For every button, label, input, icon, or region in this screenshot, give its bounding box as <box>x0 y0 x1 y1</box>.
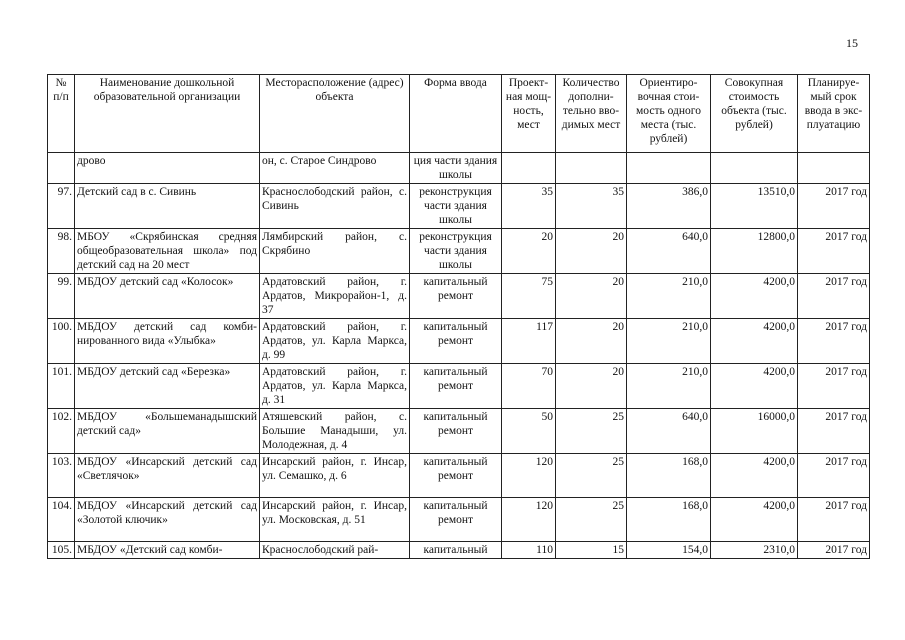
page-number: 15 <box>846 36 858 50</box>
row-cost: 168,0 <box>627 498 711 542</box>
row-address: Ардатовский район, г. Ардатов, ул. Карла Маркса, д. 31 <box>260 364 410 409</box>
header-row <box>48 75 870 153</box>
row-form: капитальный <box>410 542 502 559</box>
row-year: 2017 год <box>798 274 870 319</box>
row-added-places: 20 <box>556 364 627 409</box>
row-num: 100. <box>48 319 75 364</box>
row-num <box>48 153 75 184</box>
row-added-places: 20 <box>556 319 627 364</box>
row-cost <box>627 153 711 184</box>
header-form: Форма ввода <box>410 75 502 153</box>
row-capacity: 35 <box>502 184 556 229</box>
row-name: МБДОУ детский сад «Колосок» <box>75 274 260 319</box>
row-form: капитальный ремонт <box>410 498 502 542</box>
row-total: 4200,0 <box>711 319 798 364</box>
header-capacity: Проектная мощность, мест <box>502 75 556 153</box>
table-row <box>48 364 870 409</box>
table-row <box>48 229 870 274</box>
row-cost: 168,0 <box>627 454 711 498</box>
row-address: он, с. Старое Синдрово <box>260 153 410 184</box>
table-row <box>48 498 870 542</box>
row-year: 2017 год <box>798 229 870 274</box>
row-num: 101. <box>48 364 75 409</box>
row-name: Детский сад в с. Сивинь <box>75 184 260 229</box>
row-year: 2017 год <box>798 542 870 559</box>
row-name: МБДОУ «Инсарский детский сад «Светлячок» <box>75 454 260 498</box>
row-form: капитальный ремонт <box>410 454 502 498</box>
row-capacity: 110 <box>502 542 556 559</box>
row-capacity: 20 <box>502 229 556 274</box>
row-total: 4200,0 <box>711 498 798 542</box>
header-cost-per-place: Ориентировочная стоимость одного места (тыс. рублей) <box>627 75 711 153</box>
row-form: капитальный ремонт <box>410 364 502 409</box>
row-cost: 210,0 <box>627 364 711 409</box>
row-num: 99. <box>48 274 75 319</box>
row-year: 2017 год <box>798 409 870 454</box>
table-row <box>48 319 870 364</box>
row-address: Атяшевский район, с. Большие Манадыши, ул. Молодежная, д. 4 <box>260 409 410 454</box>
row-num: 97. <box>48 184 75 229</box>
row-cost: 386,0 <box>627 184 711 229</box>
header-year: Планируемый срок ввода в эксплуатацию <box>798 75 870 153</box>
row-cost: 154,0 <box>627 542 711 559</box>
row-capacity: 70 <box>502 364 556 409</box>
row-num: 104. <box>48 498 75 542</box>
row-name: МБОУ «Скрябинская средняя общеобразовательная школа» под детский сад на 20 мест <box>75 229 260 274</box>
table-row <box>48 184 870 229</box>
row-cost: 640,0 <box>627 229 711 274</box>
row-address: Ардатовский район, г. Ардатов, ул. Карла Маркса, д. 99 <box>260 319 410 364</box>
row-added-places: 35 <box>556 184 627 229</box>
row-added-places: 25 <box>556 498 627 542</box>
row-added-places <box>556 153 627 184</box>
table-row <box>48 274 870 319</box>
row-added-places: 20 <box>556 229 627 274</box>
row-year: 2017 год <box>798 454 870 498</box>
row-total: 2310,0 <box>711 542 798 559</box>
table-row <box>48 409 870 454</box>
row-total <box>711 153 798 184</box>
row-cost: 640,0 <box>627 409 711 454</box>
row-form: капитальный ремонт <box>410 409 502 454</box>
row-address: Ардатовский район, г. Ардатов, Микрорайон-1, д. 37 <box>260 274 410 319</box>
header-name: Наименование дошкольной образовательной организации <box>75 75 260 153</box>
row-total: 4200,0 <box>711 274 798 319</box>
row-cost: 210,0 <box>627 274 711 319</box>
table-row <box>48 153 870 184</box>
row-year <box>798 153 870 184</box>
row-address: Инсарский район, г. Инсар, ул. Московская, д. 51 <box>260 498 410 542</box>
row-year: 2017 год <box>798 498 870 542</box>
facilities-table <box>47 74 870 559</box>
row-total: 4200,0 <box>711 454 798 498</box>
row-address: Краснослободский рай- <box>260 542 410 559</box>
row-total: 4200,0 <box>711 364 798 409</box>
row-form: капитальный ремонт <box>410 319 502 364</box>
row-total: 12800,0 <box>711 229 798 274</box>
row-name: МБДОУ детский сад «Березка» <box>75 364 260 409</box>
row-capacity: 50 <box>502 409 556 454</box>
row-capacity: 120 <box>502 454 556 498</box>
row-name: МБДОУ «Большеманадышский детский сад» <box>75 409 260 454</box>
row-capacity <box>502 153 556 184</box>
row-added-places: 25 <box>556 454 627 498</box>
row-cost: 210,0 <box>627 319 711 364</box>
row-form: капитальный ремонт <box>410 274 502 319</box>
row-num: 105. <box>48 542 75 559</box>
table-row <box>48 454 870 498</box>
row-name: дрово <box>75 153 260 184</box>
row-added-places: 25 <box>556 409 627 454</box>
row-year: 2017 год <box>798 319 870 364</box>
header-num: № п/п <box>48 75 75 153</box>
row-capacity: 75 <box>502 274 556 319</box>
row-added-places: 20 <box>556 274 627 319</box>
row-num: 98. <box>48 229 75 274</box>
row-address: Лямбирский район, с. Скрябино <box>260 229 410 274</box>
row-name: МБДОУ «Детский сад комби- <box>75 542 260 559</box>
row-year: 2017 год <box>798 364 870 409</box>
header-total-cost: Совокупная стоимость объекта (тыс. рублей) <box>711 75 798 153</box>
row-name: МБДОУ детский сад комбинированного вида «Улыбка» <box>75 319 260 364</box>
row-capacity: 117 <box>502 319 556 364</box>
row-address: Краснослободский район, с. Сивинь <box>260 184 410 229</box>
row-form: ция части здания школы <box>410 153 502 184</box>
row-total: 16000,0 <box>711 409 798 454</box>
row-form: реконструкция части здания школы <box>410 184 502 229</box>
header-address: Месторасположение (адрес) объекта <box>260 75 410 153</box>
row-added-places: 15 <box>556 542 627 559</box>
row-num: 102. <box>48 409 75 454</box>
table-row <box>48 542 870 559</box>
row-capacity: 120 <box>502 498 556 542</box>
row-form: реконструкция части здания школы <box>410 229 502 274</box>
header-added-places: Количество дополнительно вводимых мест <box>556 75 627 153</box>
row-name: МБДОУ «Инсарский детский сад «Золотой ключик» <box>75 498 260 542</box>
row-year: 2017 год <box>798 184 870 229</box>
row-total: 13510,0 <box>711 184 798 229</box>
row-address: Инсарский район, г. Инсар, ул. Семашко, д. 6 <box>260 454 410 498</box>
row-num: 103. <box>48 454 75 498</box>
